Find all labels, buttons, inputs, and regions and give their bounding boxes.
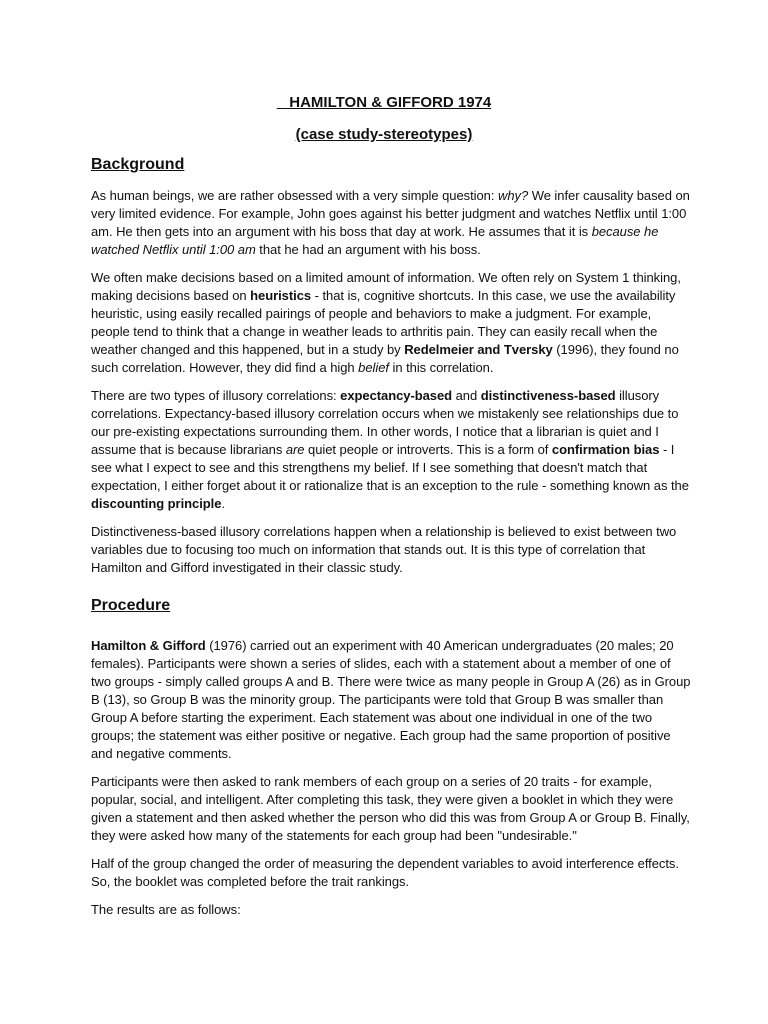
- text-run: Half of the group changed the order of measuring the dependent variables to avoid interference effects. So, the booklet was completed before the trait rankings.: [91, 856, 679, 889]
- text-run: quiet people or introverts. This is a form of: [304, 442, 552, 457]
- text-run: - that is, cognitive shortcuts. In this case, we use the availability heuristic, using easily recalled pairings of people and behaviors to make a judgment. For example, people tend to think that a change in weather leads to arthritis pain. They can easily recall when the weather changed and this happened, but in a study by: [91, 288, 676, 357]
- section-heading-procedure: Procedure: [91, 597, 171, 614]
- text-run: in this correlation.: [388, 360, 494, 375]
- paragraph: [91, 901, 691, 919]
- paragraph: [91, 773, 691, 845]
- italic-text: are: [285, 442, 305, 457]
- bold-term: heuristics: [250, 288, 312, 303]
- text-run: (1976) carried out an experiment with 40 American undergraduates (20 males; 20 females). Participants were shown a series of slides, each with a statement about a member of one of two groups - simply called groups A and B. There were twice as many people in Group A (26) as in Group B (13), so Group B was the minority group. The participants were told that Group B was smaller than Group A before starting the experiment. Each statement was about one individual in one of the two groups; the statement was either positive or negative. Each group had the same proportion of positive and negative comments.: [91, 638, 691, 761]
- text-run: Distinctiveness-based illusory correlations happen when a relationship is believed to exist between two variables due to focusing too much on information that stands out. It is this type of correlation that Hamilton and Gifford investigated in their classic study.: [91, 524, 677, 575]
- italic-text: why?: [497, 188, 529, 203]
- text-run: We infer causality based on very limited evidence. For example, John goes against his better judgment and watches Netflix until 1:00 am. He then gets into an argument with his boss that day at work. He assumes that it is: [91, 188, 690, 239]
- italic-text: because he watched Netflix until 1:00 am: [91, 224, 659, 257]
- paragraph: [91, 855, 691, 891]
- text-run: Participants were then asked to rank members of each group on a series of 20 traits - for example, popular, social, and intelligent. After completing this task, they were given a booklet in which they were given a statement and then asked whether the person who did this was from Group A or Group B. Finally, they were asked how many of the statements for each group had been "undesirable.": [91, 774, 690, 843]
- text-run: and: [452, 388, 481, 403]
- bold-term: discounting principle: [91, 496, 222, 511]
- paragraph: [91, 187, 691, 259]
- paragraph: [91, 523, 691, 577]
- text-run: We often make decisions based on a limited amount of information. We often rely on System 1 thinking, making decisions based on: [91, 270, 681, 303]
- bold-term: distinctiveness-based: [480, 388, 616, 403]
- bold-term: Hamilton & Gifford: [91, 638, 206, 653]
- bold-term: confirmation bias: [551, 442, 660, 457]
- text-run: illusory correlations. Expectancy-based illusory correlation occurs when we mistakenly see relationships due to our pre-existing expectations surrounding them. In other words, I notice that a librarian is quiet and I assume that is because librarians: [91, 388, 679, 457]
- text-run: As human beings, we are rather obsessed with a very simple question:: [91, 188, 498, 203]
- text-run: (1996), they found no such correlation. However, they did find a high: [91, 342, 679, 375]
- section-heading-background: Background: [91, 156, 185, 173]
- text-run: .: [221, 496, 225, 511]
- document-title: HAMILTON & GIFFORD 1974: [276, 94, 492, 111]
- text-run: There are two types of illusory correlations:: [91, 388, 341, 403]
- paragraph: [91, 637, 691, 763]
- document-subtitle: (case study-stereotypes): [295, 126, 473, 143]
- text-run: that he had an argument with his boss.: [255, 242, 481, 257]
- bold-term: Redelmeier and Tversky: [404, 342, 553, 357]
- italic-text: belief: [358, 360, 389, 375]
- text-run: - I see what I expect to see and this strengthens my belief. If I see something that doesn't match that expectation, I either forget about it or rationalize that is an exception to the rule - something known as the: [91, 442, 689, 493]
- paragraph: [91, 269, 691, 377]
- text-run: The results are as follows:: [91, 902, 241, 917]
- paragraph: [91, 387, 691, 513]
- bold-term: expectancy-based: [340, 388, 453, 403]
